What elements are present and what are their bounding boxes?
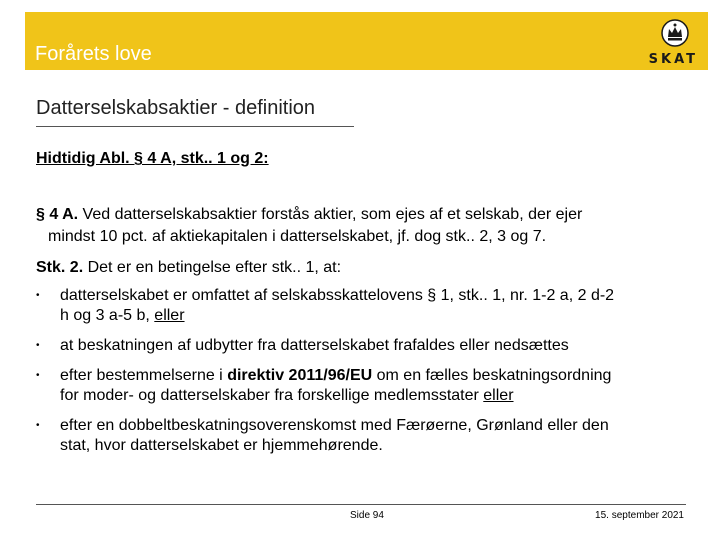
list-item bbox=[36, 416, 696, 460]
stk-2 bbox=[36, 258, 341, 278]
item-line1: at beskatningen af udbytter fra datterselskabet frafaldes eller nedsættes bbox=[60, 337, 569, 354]
item-line1: efter en dobbeltbeskatningsoverenskomst med Færøerne, Grønland eller den bbox=[60, 417, 609, 434]
footer-date: 15. september 2021 bbox=[595, 510, 684, 521]
condition-list bbox=[36, 286, 696, 460]
stk-bold: Stk. 2. bbox=[36, 259, 84, 276]
subheading: Hidtidig Abl. § 4 A, stk.. 1 og 2: bbox=[36, 150, 269, 167]
slide-title: Datterselskabsaktier - definition bbox=[36, 97, 316, 119]
stk-text: Det er en betingelse efter stk.. 1, at: bbox=[83, 259, 342, 276]
list-item bbox=[36, 286, 696, 336]
title-divider bbox=[36, 126, 354, 127]
paragraph-4a bbox=[36, 204, 676, 248]
item-line1: datterselskabet er omfattet af selskabsskattelovens § 1, stk.. 1, nr. 1-2 a, 2 d-2 bbox=[60, 287, 615, 304]
bullet: • bbox=[36, 340, 40, 351]
footer-divider bbox=[36, 504, 686, 505]
list-item bbox=[36, 336, 696, 366]
item-line2: stat, hvor datterselskabet er hjemmehørende. bbox=[60, 437, 383, 454]
item-line2: for moder- og datterselskaber fra forskellige medlemsstater eller bbox=[60, 387, 514, 404]
skat-logo bbox=[626, 18, 698, 66]
item-line2: h og 3 a-5 b, eller bbox=[60, 307, 185, 324]
para-line1: Ved datterselskabsaktier forstås aktier, som ejes af et selskab, der ejer bbox=[78, 206, 583, 223]
footer-page-number: Side 94 bbox=[350, 510, 384, 521]
list-item bbox=[36, 366, 696, 416]
crown-icon bbox=[660, 18, 690, 48]
para-line2: mindst 10 pct. af aktiekapitalen i datterselskabet, jf. dog stk.. 2, 3 og 7. bbox=[48, 228, 547, 245]
para-bold: § 4 A. bbox=[36, 206, 79, 223]
logo-text: SKAT bbox=[648, 52, 698, 67]
header-bar bbox=[25, 12, 708, 70]
bullet: • bbox=[36, 420, 40, 431]
bullet: • bbox=[36, 290, 40, 301]
header-title: Forårets love bbox=[35, 43, 152, 65]
item-line1: efter bestemmelserne i direktiv 2011/96/EU om en fælles beskatningsordning bbox=[60, 367, 612, 384]
bullet: • bbox=[36, 370, 40, 381]
